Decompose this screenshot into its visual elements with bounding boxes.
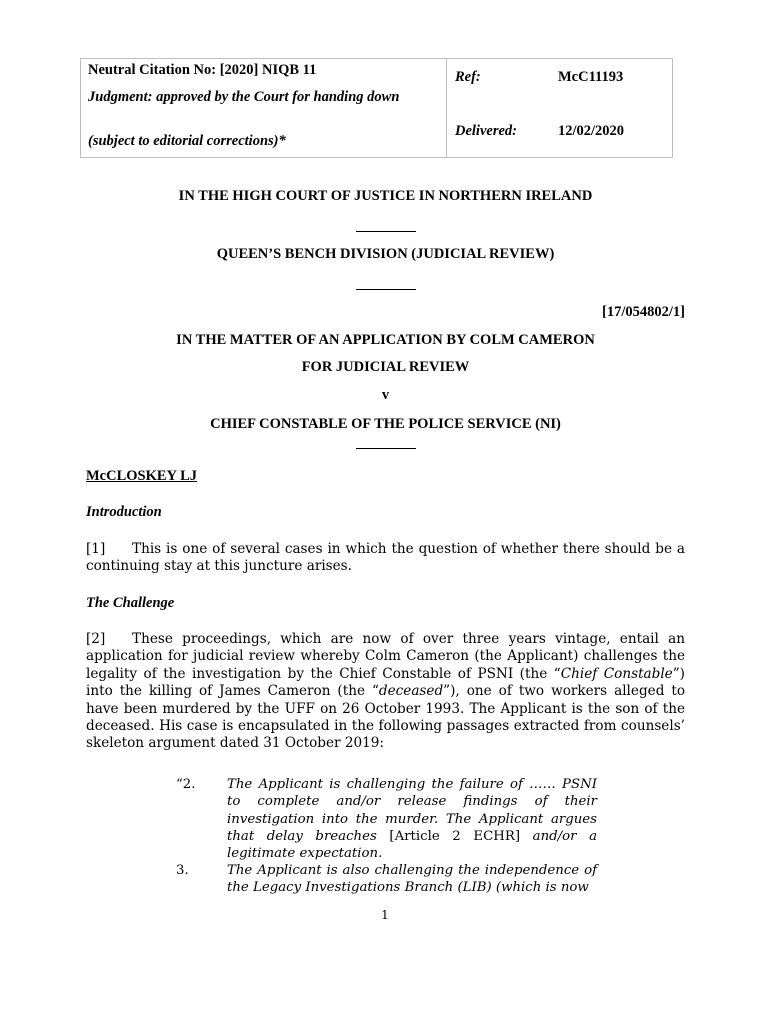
citation-box-right (447, 59, 672, 157)
defined-term: deceased (378, 683, 444, 700)
quote-number: 3. (176, 863, 189, 878)
quote-number: “2. (176, 777, 196, 792)
quote-text: The Applicant is challenging the failure of …… PSNI to complete and/or release findings of their investigation into the murder. The Applicant argues that delay breaches (227, 777, 597, 844)
delivered-label: Delivered: (455, 123, 517, 139)
paragraph-text: ”), one of two workers alleged to have been murdered by the UFF on 26 October 1993. The Applicant is the son of the deceased. His case is encapsulated in the following passages extracted from counsels’ skeleton argument dated 31 October 2019: (86, 683, 686, 752)
matter-line-2: FOR JUDICIAL REVIEW (301, 359, 470, 375)
paragraph-number: [2] (86, 631, 106, 647)
quote-item-3 (176, 862, 597, 897)
paragraph-2 (86, 631, 685, 753)
citation-box (80, 58, 673, 158)
paragraph-text: ”) into the killing of James Cameron (the “ (86, 665, 685, 700)
court-title: IN THE HIGH COURT OF JUSTICE IN NORTHERN IRELAND (178, 188, 593, 204)
case-number: [17/054802/1] (602, 304, 685, 320)
quote-item-2 (176, 776, 597, 862)
quote-text: and/or a legitimate expectation. (227, 828, 598, 862)
respondent: CHIEF CONSTABLE OF THE POLICE SERVICE (NI) (210, 416, 561, 432)
divider (356, 448, 416, 449)
editorial-note: (subject to editorial corrections)* (88, 133, 286, 149)
judgment-status: Judgment: approved by the Court for handing down (88, 89, 400, 105)
paragraph-1 (86, 541, 685, 576)
heading-challenge: The Challenge (86, 595, 175, 611)
heading-introduction: Introduction (86, 504, 162, 520)
judge-name: McCLOSKEY LJ (86, 468, 198, 484)
matter-line-1: IN THE MATTER OF AN APPLICATION BY COLM CAMERON (176, 332, 595, 348)
quote-text: The Applicant is also challenging the independence of the Legacy Investigations Branch (LIB) (which is now (227, 863, 597, 896)
divider (356, 231, 416, 232)
versus: v (381, 387, 390, 403)
delivered-value: 12/02/2020 (558, 123, 625, 139)
neutral-citation: Neutral Citation No: [2020] NIQB 11 (88, 62, 317, 78)
quote-reference: [Article 2 ECHR] (389, 828, 521, 844)
page-number: 1 (381, 908, 389, 922)
defined-term: Chief Constable (560, 665, 673, 682)
division-title: QUEEN’S BENCH DIVISION (JUDICIAL REVIEW) (216, 246, 555, 262)
citation-box-left (81, 59, 447, 157)
ref-value: McC11193 (558, 69, 624, 85)
paragraph-text: This is one of several cases in which the question of whether there should be a continuing stay at this juncture arises. (86, 541, 685, 575)
divider (356, 289, 416, 290)
paragraph-number: [1] (86, 541, 106, 557)
ref-label: Ref: (455, 69, 481, 85)
paragraph-text: These proceedings, which are now of over three years vintage, entail an application for judicial review whereby Colm Cameron (the Applicant) challenges the legality of the investigation by the Chief Constable of PSNI (the “ (86, 631, 685, 682)
